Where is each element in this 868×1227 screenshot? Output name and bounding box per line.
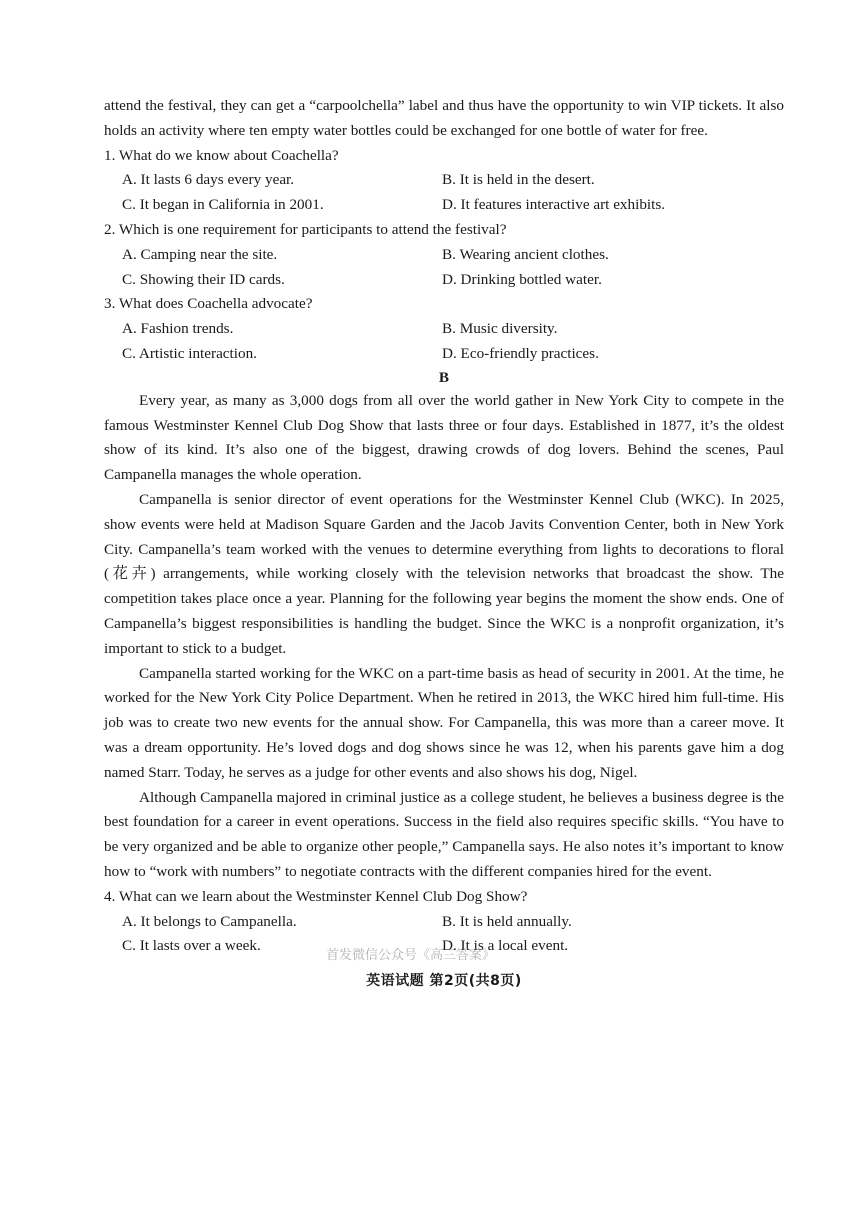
question-block-4 <box>104 885 784 959</box>
options-grid <box>104 910 784 960</box>
options-grid <box>104 317 784 367</box>
option-a: A. Camping near the site. <box>122 245 278 263</box>
passage-paragraph-1: Every year, as many as 3,000 dogs from all over the world gather in New York City to compete in the famous Westminster Kennel Club Dog Show that lasts three or four days. Established in 1877, it’s the oldest show of its kind. It’s also one of the biggest, drawing crowds of dog lovers. Behind the scenes, Paul Campanella manages the whole operation. <box>104 391 784 484</box>
passage-paragraph-2: Campanella is senior director of event operations for the Westminster Kennel Club (WKC). In 2025, show events were held at Madison Square Garden and the Jacob Javits Convention Center, both in New York City. Campanella’s team worked with the venues to determine everything from lights to decorations to floral (花卉) arrangements, while working closely with the television networks that broadcast the show. The competition takes place once a year. Planning for the following year begins the moment the show ends. One of Campanella’s biggest responsibilities is handling the budget. Since the WKC is a nonprofit organization, it’s important to stick to a budget. <box>104 490 784 657</box>
options-grid <box>104 243 784 293</box>
option-c: C. Showing their ID cards. <box>122 270 285 288</box>
intro-paragraph: attend the festival, they can get a “carpoolchella” label and thus have the opportunity to win VIP tickets. It also holds an activity where ten empty water bottles could be exchanged for one bottle of water for free. <box>104 97 784 139</box>
page-footer: 英语试题 第2页(共8页) <box>366 973 522 990</box>
option-c: C. It lasts over a week. <box>122 937 261 955</box>
question-stem: 2. Which is one requirement for participants to attend the festival? <box>104 220 507 238</box>
options-grid <box>104 168 784 218</box>
option-d: D. It features interactive art exhibits. <box>442 196 666 214</box>
section-title: B <box>438 368 450 386</box>
question-stem: 3. What does Coachella advocate? <box>104 295 313 313</box>
exam-page <box>104 94 784 994</box>
question-stem: 1. What do we know about Coachella? <box>104 146 339 164</box>
option-d: D. It is a local event. <box>442 937 569 955</box>
question-stem: 4. What can we learn about the Westminster Kennel Club Dog Show? <box>104 887 528 905</box>
option-b: B. It is held in the desert. <box>442 171 595 189</box>
option-b: B. It is held annually. <box>442 912 572 930</box>
question-block-1 <box>104 144 784 218</box>
passage-paragraph-3: Campanella started working for the WKC on a part-time basis as head of security in 2001. At the time, he worked for the New York City Police Department. When he retired in 2013, the WKC hired him full-time. His job was to create two new events for the annual show. For Campanella, this was more than a career move. It was a dream opportunity. He’s loved dogs and dog shows since he was 12, when his parents gave him a dog named Starr. Today, he serves as a judge for other events and also shows his dog, Nigel. <box>104 664 784 781</box>
watermark-text: 首发微信公众号《高三答案》 <box>326 948 496 963</box>
option-d: D. Drinking bottled water. <box>442 270 602 288</box>
option-b: B. Wearing ancient clothes. <box>442 245 609 263</box>
option-c: C. It began in California in 2001. <box>122 196 324 214</box>
question-block-2 <box>104 218 784 292</box>
question-block-3 <box>104 292 784 366</box>
option-a: A. It lasts 6 days every year. <box>122 171 295 189</box>
passage-paragraph-4: Although Campanella majored in criminal justice as a college student, he believes a business degree is the best foundation for a career in event operations. Success in the field also requires specific skills. “You have to be very organized and be able to organize other people,” Campanella says. He also notes it’s important to know how to “work with numbers” to negotiate contracts with the different companies hired for the event. <box>104 788 784 880</box>
option-a: A. It belongs to Campanella. <box>122 912 297 930</box>
option-c: C. Artistic interaction. <box>122 344 257 362</box>
option-a: A. Fashion trends. <box>122 320 234 338</box>
option-b: B. Music diversity. <box>442 320 558 338</box>
option-d: D. Eco-friendly practices. <box>442 344 599 362</box>
